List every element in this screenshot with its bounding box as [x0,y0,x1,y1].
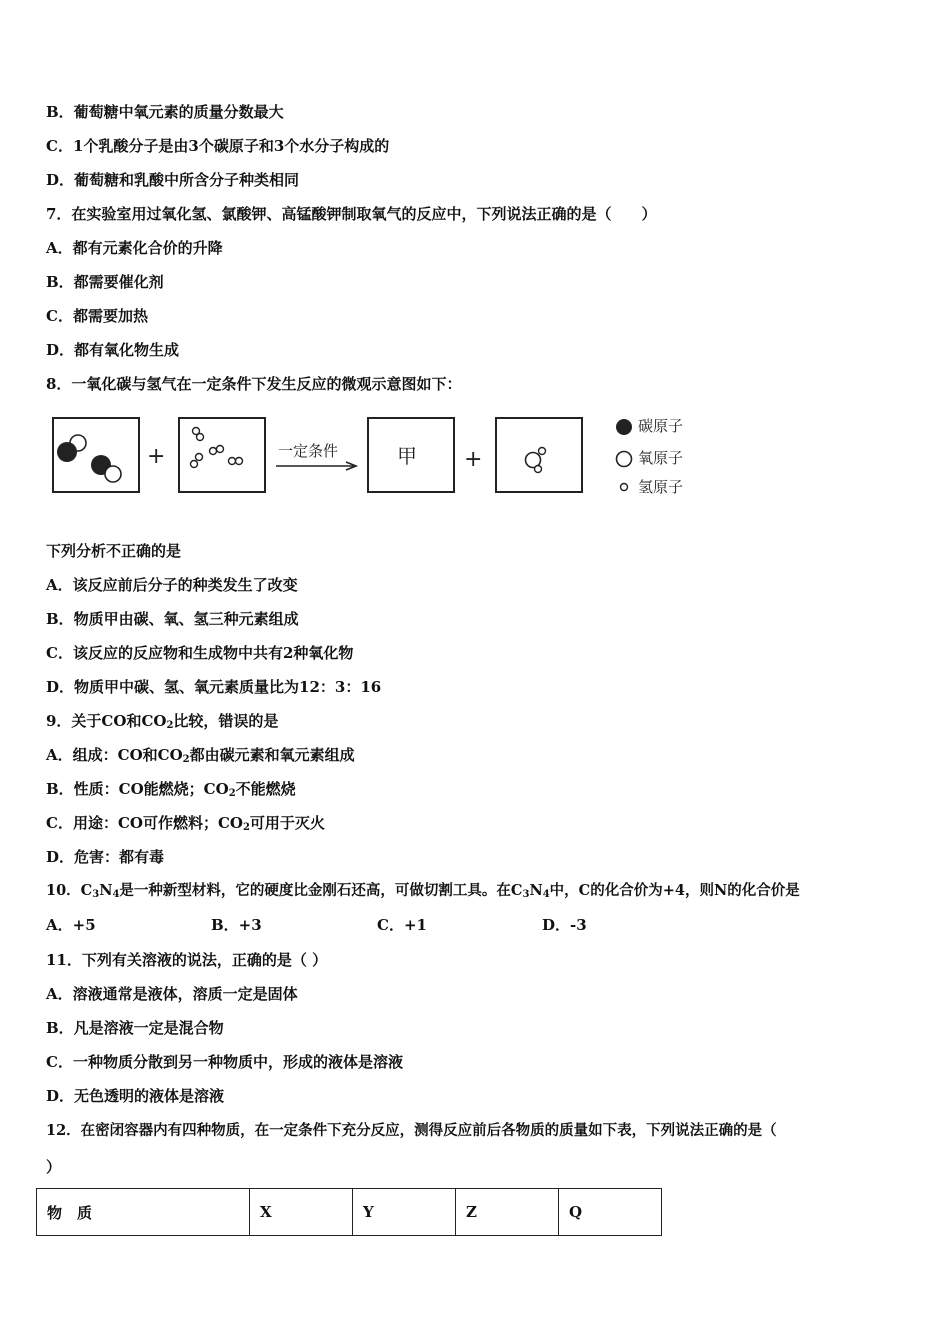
legend-carbon-label: 碳原子 [638,417,684,435]
q9-option-d: D．危害：都有毒 [46,848,165,866]
oxygen-atom [105,466,121,482]
plus-sign: + [464,447,483,472]
hydrogen-atom [191,461,198,468]
reactant-h2-box [179,418,265,492]
hydrogen-atom [196,454,203,461]
q11-option-d: D．无色透明的液体是溶液 [46,1087,225,1105]
legend-hydrogen-icon [621,484,628,491]
legend-carbon-icon [616,419,632,435]
hydrogen-atom [236,458,243,465]
q9-stem: 9．关于CO和$CO_2$比较，错误的是 [46,712,279,731]
q6-option-c: C．1个乳酸分子是由3个碳原子和3个水分子构成的 [46,137,390,155]
hydrogen-atom [210,448,217,455]
table-header-row [37,1189,662,1236]
q7-stem: 7．在实验室用过氧化氢、氯酸钾、高锰酸钾制取氧气的反应中，下列说法正确的是（ ） [46,205,657,223]
q8-option-a: A．该反应前后分子的种类发生了改变 [46,576,298,594]
q8-question: 下列分析不正确的是 [46,542,182,560]
q12-mass-table [36,1188,662,1236]
q10-option-d: D．-3 [542,916,587,934]
q10-option-a: A．+5 [46,916,96,934]
table-header-cell: Q [559,1189,662,1236]
reaction-diagram [46,410,706,510]
plus-sign: + [147,444,166,469]
q8-option-d: D．物质甲中碳、氢、氧元素质量比为12：3：16 [46,678,382,696]
q7-option-b: B．都需要催化剂 [46,273,164,291]
q11-option-a: A．溶液通常是液体，溶质一定是固体 [46,985,298,1003]
reaction-condition: 一定条件 [278,442,339,460]
q12-stem-end: ） [46,1158,62,1176]
q6-option-d: D．葡萄糖和乳酸中所含分子种类相同 [46,171,300,189]
legend-oxygen-icon [617,452,632,467]
hydrogen-atom [197,434,204,441]
q8-option-b: B．物质甲由碳、氧、氢三种元素组成 [46,610,299,628]
q10-option-b: B．+3 [211,916,262,934]
q11-stem: 11．下列有关溶液的说法，正确的是（ ） [46,951,328,969]
q9-option-c: C．用途：CO可作燃料；$CO_2$可用于灭火 [46,814,325,833]
table-header-cell: 物 质 [37,1189,250,1236]
q10-stem: 10．$C_3N_4$是一种新型材料，它的硬度比金刚石还高，可做切割工具。在$C_3N_4$中，C的化合价为+4，则N的化合价是 [46,882,800,900]
q11-option-c: C．一种物质分散到另一种物质中，形成的液体是溶液 [46,1053,403,1071]
q10-option-c: C．+1 [377,916,427,934]
q6-option-b: B．葡萄糖中氧元素的质量分数最大 [46,103,284,121]
legend-hydrogen-label: 氢原子 [638,478,684,496]
q9-option-b: B．性质：CO能燃烧；$CO_2$不能燃烧 [46,780,296,799]
q7-option-a: A．都有元素化合价的升降 [46,239,223,257]
hydrogen-atom [539,448,546,455]
product-jia: 甲 [397,444,417,468]
hydrogen-atom [535,466,542,473]
table-header-cell: X [250,1189,353,1236]
carbon-atom [57,442,77,462]
q8-option-c: C．该反应的反应物和生成物中共有2种氧化物 [46,644,354,662]
q7-option-d: D．都有氧化物生成 [46,341,180,359]
table-header-cell: Z [456,1189,559,1236]
legend-oxygen-label: 氧原子 [638,449,684,467]
q8-stem: 8．一氧化碳与氢气在一定条件下发生反应的微观示意图如下： [46,375,462,393]
q7-option-c: C．都需要加热 [46,307,148,325]
table-header-cell: Y [353,1189,456,1236]
q9-option-a: A．组成：CO和$CO_2$都由碳元素和氧元素组成 [46,746,355,765]
q12-stem: 12．在密闭容器内有四种物质，在一定条件下充分反应，测得反应前后各物质的质量如下表，下列说法正确的是（ [46,1122,777,1139]
hydrogen-atom [217,446,224,453]
q11-option-b: B．凡是溶液一定是混合物 [46,1019,224,1037]
hydrogen-atom [229,458,236,465]
